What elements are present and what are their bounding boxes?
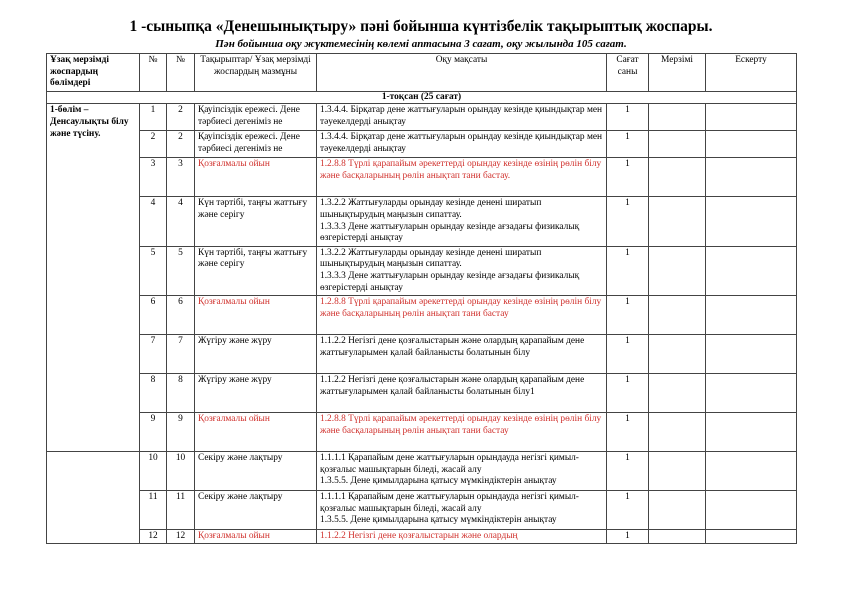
note-cell (706, 530, 797, 544)
topic-cell: Қауіпсіздік ережесі. Дене тәрбиесі дегеніміз не (195, 131, 317, 158)
topic-cell: Күн тәртібі, таңғы жаттығу және серігу (195, 246, 317, 295)
lesson-number: 6 (167, 296, 195, 335)
goal-cell: 1.1.2.2 Негізгі дене қозғалыстарын және олардың қарапайым дене жаттығуларымен қалай байланысты болатынын білу (317, 335, 607, 374)
row-number: 5 (140, 246, 167, 295)
lesson-number: 2 (167, 131, 195, 158)
hours-cell: 1 (607, 374, 649, 413)
goal-cell: 1.3.2.2 Жаттығуларды орындау кезінде денені ширатып шынықтырудың маңызын сипаттау. 1.3.3.3 Дене жаттығуларын орындау кезінде ағзадағы физикалық өзгерістерді анықтау (317, 246, 607, 295)
date-cell (649, 131, 706, 158)
topic-cell: Секіру және лақтыру (195, 452, 317, 491)
topic-cell: Қауіпсіздік ережесі. Дене тәрбиесі дегеніміз не (195, 104, 317, 131)
date-cell (649, 374, 706, 413)
goal-cell: 1.1.2.2 Негізгі дене қозғалыстарын және олардың (317, 530, 607, 544)
date-cell (649, 296, 706, 335)
note-cell (706, 374, 797, 413)
topic-cell: Жүгіру және жүру (195, 335, 317, 374)
hours-cell: 1 (607, 335, 649, 374)
goal-cell: 1.2.8.8 Түрлі қарапайым әрекеттерді орындау кезінде өзінің рөлін білу және басқаларының рөлін анықтап тани бастау. (317, 158, 607, 197)
note-cell (706, 104, 797, 131)
date-cell (649, 491, 706, 530)
lesson-number: 11 (167, 491, 195, 530)
note-cell (706, 296, 797, 335)
row-number: 2 (140, 131, 167, 158)
lesson-number: 4 (167, 197, 195, 246)
hours-cell: 1 (607, 131, 649, 158)
header-topic: Тақырыптар/ Ұзақ мерзімді жоспардың мазмұны (195, 54, 317, 92)
hours-cell: 1 (607, 197, 649, 246)
block-cell: 1-бөлім – Денсаулықты білу және түсіну. (47, 104, 140, 452)
note-cell (706, 335, 797, 374)
header-note: Ескерту (706, 54, 797, 92)
header-block: Ұзақ мерзімді жоспардың бөлімдері (47, 54, 140, 92)
note-cell (706, 246, 797, 295)
lesson-number: 3 (167, 158, 195, 197)
lesson-number: 12 (167, 530, 195, 544)
hours-cell: 1 (607, 158, 649, 197)
topic-cell: Қозғалмалы ойын (195, 296, 317, 335)
topic-cell: Қозғалмалы ойын (195, 158, 317, 197)
row-number: 9 (140, 413, 167, 452)
hours-cell: 1 (607, 104, 649, 131)
table-row (47, 530, 797, 544)
block-cell (47, 452, 140, 544)
goal-cell: 1.3.4.4. Бірқатар дене жаттығуларын орындау кезінде қиындықтар мен тәуекелдерді анықтау (317, 131, 607, 158)
hours-cell: 1 (607, 296, 649, 335)
lesson-number: 5 (167, 246, 195, 295)
header-num1: № (140, 54, 167, 92)
goal-cell: 1.2.8.8 Түрлі қарапайым әрекеттерді орындау кезінде өзінің рөлін білу және басқаларының рөлін анықтап тани бастау (317, 296, 607, 335)
row-number: 4 (140, 197, 167, 246)
page-subtitle: Пән бойынша оқу жүктемесінің көлемі аптасына 3 сағат, оқу жылында 105 сағат. (215, 38, 627, 50)
hours-cell: 1 (607, 413, 649, 452)
topic-cell: Жүгіру және жүру (195, 374, 317, 413)
page-title: 1 -сыныпқа «Денешынықтыру» пәні бойынша күнтізбелік тақырыптық жоспары. (129, 18, 713, 35)
row-number: 6 (140, 296, 167, 335)
date-cell (649, 246, 706, 295)
table-row (47, 296, 797, 335)
header-row (47, 54, 797, 92)
lesson-number: 9 (167, 413, 195, 452)
lesson-number: 8 (167, 374, 195, 413)
hours-cell: 1 (607, 530, 649, 544)
table-row (47, 413, 797, 452)
lesson-number: 7 (167, 335, 195, 374)
hours-cell: 1 (607, 246, 649, 295)
topic-cell: Қозғалмалы ойын (195, 413, 317, 452)
lesson-number: 10 (167, 452, 195, 491)
note-cell (706, 413, 797, 452)
row-number: 7 (140, 335, 167, 374)
row-number: 8 (140, 374, 167, 413)
row-number: 3 (140, 158, 167, 197)
table-row (47, 246, 797, 295)
goal-cell: 1.1.1.1 Қарапайым дене жаттығуларын орындауда негізгі қимыл-қозғалыс машықтарын біледі, жасай алу 1.3.5.5. Дене қимылдарына қатысу мүмкіндіктерін анықтау (317, 452, 607, 491)
table-row (47, 131, 797, 158)
date-cell (649, 104, 706, 131)
date-cell (649, 530, 706, 544)
note-cell (706, 491, 797, 530)
section-row (47, 91, 797, 104)
row-number: 1 (140, 104, 167, 131)
date-cell (649, 158, 706, 197)
goal-cell: 1.3.4.4. Бірқатар дене жаттығуларын орындау кезінде қиындықтар мен тәуекелдерді анықтау (317, 104, 607, 131)
date-cell (649, 413, 706, 452)
date-cell (649, 335, 706, 374)
header-goal: Оқу мақсаты (317, 54, 607, 92)
hours-cell: 1 (607, 491, 649, 530)
note-cell (706, 197, 797, 246)
note-cell (706, 131, 797, 158)
table-row (47, 197, 797, 246)
goal-cell: 1.1.2.2 Негізгі дене қозғалыстарын және олардың қарапайым дене жаттығуларымен қалай байланысты болатынын білу1 (317, 374, 607, 413)
goal-cell: 1.3.2.2 Жаттығуларды орындау кезінде денені ширатып шынықтырудың маңызын сипаттау. 1.3.3.3 Дене жаттығуларын орындау кезінде ағзадағы физикалық өзгерістерді анықтау (317, 197, 607, 246)
topic-cell: Қозғалмалы ойын (195, 530, 317, 544)
note-cell (706, 452, 797, 491)
date-cell (649, 197, 706, 246)
table-row (47, 374, 797, 413)
plan-table (46, 53, 797, 544)
date-cell (649, 452, 706, 491)
table-row (47, 104, 797, 131)
row-number: 11 (140, 491, 167, 530)
topic-cell: Секіру және лақтыру (195, 491, 317, 530)
table-row (47, 491, 797, 530)
table-row (47, 452, 797, 491)
header-hours: Сағат саны (607, 54, 649, 92)
topic-cell: Күн тәртібі, таңғы жаттығу және серігу (195, 197, 317, 246)
header-date: Мерзімі (649, 54, 706, 92)
table-row (47, 158, 797, 197)
goal-cell: 1.1.1.1 Қарапайым дене жаттығуларын орындауда негізгі қимыл-қозғалыс машықтарын біледі, жасай алу 1.3.5.5. Дене қимылдарына қатысу мүмкіндіктерін анықтау (317, 491, 607, 530)
goal-cell: 1.2.8.8 Түрлі қарапайым әрекеттерді орындау кезінде өзінің рөлін білу және басқаларының рөлін анықтап тани бастау (317, 413, 607, 452)
section-label: 1-тоқсан (25 сағат) (47, 91, 797, 104)
lesson-number: 2 (167, 104, 195, 131)
row-number: 10 (140, 452, 167, 491)
table-row (47, 335, 797, 374)
hours-cell: 1 (607, 452, 649, 491)
header-num2: № (167, 54, 195, 92)
note-cell (706, 158, 797, 197)
row-number: 12 (140, 530, 167, 544)
